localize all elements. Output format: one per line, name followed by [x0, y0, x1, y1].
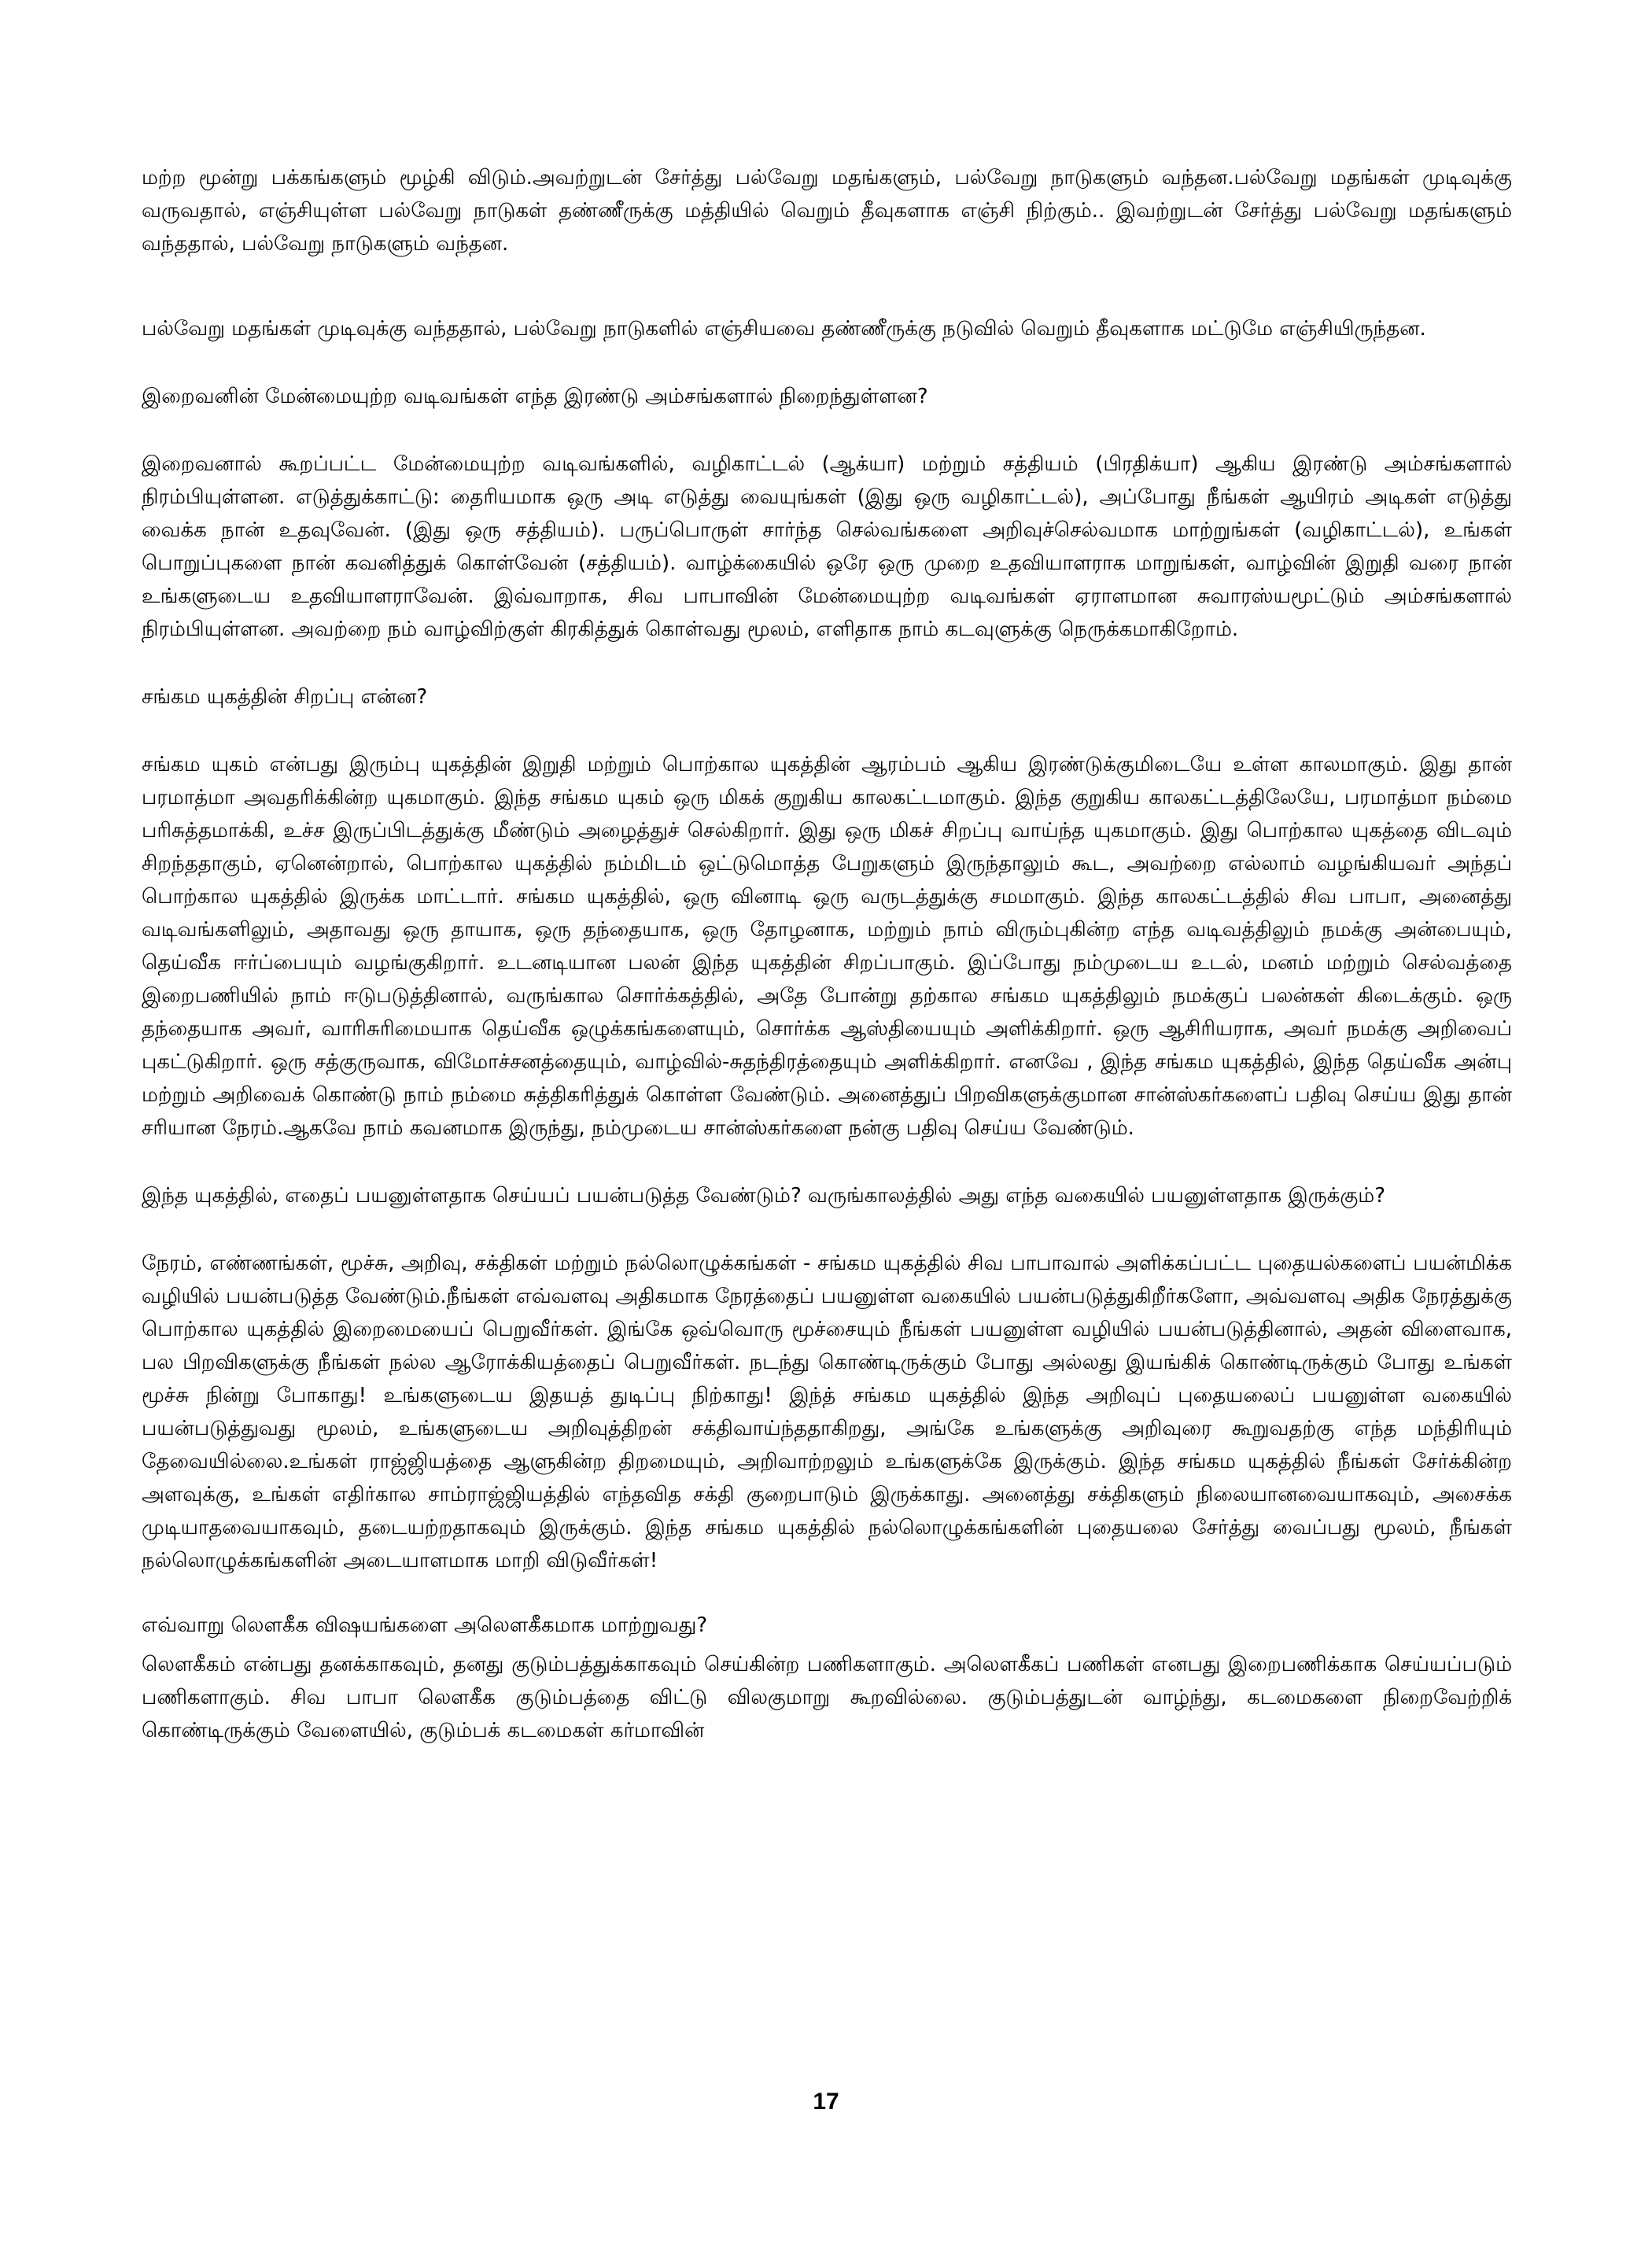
spacer — [142, 1642, 1512, 1648]
spacer — [142, 714, 1512, 748]
question-heading: சங்கம யுகத்தின் சிறப்பு என்ன? — [142, 685, 428, 709]
answer-paragraph: நேரம், எண்ணங்கள், மூச்சு, அறிவு, சக்திகள் மற்றும் நல்லொழுக்கங்கள் - சங்கம யுகத்தில் சிவ பாபாவால் அளிக்கப்பட்ட புதையல்களைப் பயன்மிக்க வழியில் பயன்படுத்த வேண்டும்.நீங்கள் எவ்வளவு அதிகமாக நேரத்தைப் பயனுள்ள வகையில் பயன்படுத்துகிறீர்களோ, அவ்வளவு அதிக நேரத்துக்கு பொற்கால யுகத்தில் இறைமையைப் பெறுவீர்கள். இங்கே ஒவ்வொரு மூச்சையும் நீங்கள் பயனுள்ள வழியில் பயன்படுத்தினால், அதன் விளைவாக, பல பிறவிகளுக்கு நீங்கள் நல்ல ஆரோக்கியத்தைப் பெறுவீர்கள். நடந்து கொண்டிருக்கும் போது அல்லது இயங்கிக் கொண்டிருக்கும் போது உங்கள் மூச்சு நின்று போகாது! உங்களுடைய இதயத் துடிப்பு நிற்காது! இந்த் சங்கம யுகத்தில் இந்த அறிவுப் புதையலைப் பயனுள்ள வகையில் பயன்படுத்துவது மூலம், உங்களுடைய அறிவுத்திறன் சக்திவாய்ந்ததாகிறது, அங்கே உங்களுக்கு அறிவுரை கூறுவதற்கு எந்த மந்திரியும் தேவையில்லை.உங்கள் ராஜ்ஜியத்தை ஆளுகின்ற திறமையும், அறிவாற்றலும் உங்களுக்கே இருக்கும். இந்த சங்கம யுகத்தில் நீங்கள் சேர்க்கின்ற அளவுக்கு, உங்கள் எதிர்கால சாம்ராஜ்ஜியத்தில் எந்தவித சக்தி குறைபாடும் இருக்காது. அனைத்து சக்திகளும் நிலையானவையாகவும், அசைக்க முடியாதவையாகவும், தடையற்றதாகவும் இருக்கும். இந்த சங்கம யுகத்தில் நல்லொழுக்கங்களின் புதையலை சேர்த்து வைப்பது மூலம், நீங்கள் நல்லொழுக்கங்களின் அடையாளமாக மாறி விடுவீர்கள்! — [142, 1252, 1512, 1573]
spacer — [142, 1577, 1512, 1609]
question-heading: எவ்வாறு லௌகீக விஷயங்களை அலௌகீகமாக மாற்றுவது? — [142, 1613, 708, 1637]
page-number: 17 — [813, 2089, 839, 2115]
question-heading: இந்த யுகத்தில், எதைப் பயனுள்ளதாக செய்யப் பயன்படுத்த வேண்டும்? வருங்காலத்தில் அது எந்த வகையில் பயனுள்ளதாக இருக்கும்? — [142, 1184, 1386, 1208]
spacer — [142, 260, 1512, 312]
spacer — [142, 646, 1512, 680]
spacer — [142, 413, 1512, 448]
question-heading: இறைவனின் மேன்மையுற்ற வடிவங்கள் எந்த இரண்டு அம்சங்களால் நிறைந்துள்ளன? — [142, 385, 928, 408]
spacer — [142, 1212, 1512, 1247]
document-body — [142, 161, 1512, 1747]
paragraph-islands: மற்ற மூன்று பக்கங்களும் மூழ்கி விடும்.அவற்றுடன் சேர்த்து பல்வேறு மதங்களும், பல்வேறு நாடுகளும் வந்தன.பல்வேறு மதங்கள் முடிவுக்கு வருவதால், எஞ்சியுள்ள பல்வேறு நாடுகள் தண்ணீருக்கு மத்தியில் வெறும் தீவுகளாக எஞ்சி நிற்கும்.. இவற்றுடன் சேர்த்து பல்வேறு மதங்களும் வந்ததால், பல்வேறு நாடுகளும் வந்தன. — [142, 166, 1512, 256]
spacer — [142, 1145, 1512, 1179]
answer-paragraph: இறைவனால் கூறப்பட்ட மேன்மையுற்ற வடிவங்களில், வழிகாட்டல் (ஆக்யா) மற்றும் சத்தியம் (பிரதிக்யா) ஆகிய இரண்டு அம்சங்களால் நிரம்பியுள்ளன. எடுத்துக்காட்டு: தைரியமாக ஒரு அடி எடுத்து வையுங்கள் (இது ஒரு வழிகாட்டல்), அப்போது நீங்கள் ஆயிரம் அடிகள் எடுத்து வைக்க நான் உதவுவேன். (இது ஒரு சத்தியம்). பருப்பொருள் சார்ந்த செல்வங்களை அறிவுச்செல்வமாக மாற்றுங்கள் (வழிகாட்டல்), உங்கள் பொறுப்புகளை நான் கவனித்துக் கொள்வேன் (சத்தியம்). வாழ்க்கையில் ஒரே ஒரு முறை உதவியாளராக மாறுங்கள், வாழ்வின் இறுதி வரை நான் உங்களுடைய உதவியாளராவேன். இவ்வாறாக, சிவ பாபாவின் மேன்மையுற்ற வடிவங்கள் ஏராளமான சுவாரஸ்யமூட்டும் அம்சங்களால் நிரம்பியுள்ளன. அவற்றை நம் வாழ்விற்குள் கிரகித்துக் கொள்வது மூலம், எளிதாக நாம் கடவுளுக்கு நெருக்கமாகிறோம். — [142, 452, 1512, 641]
answer-paragraph: லௌகீகம் என்பது தனக்காகவும், தனது குடும்பத்துக்காகவும் செய்கின்ற பணிகளாகும். அலௌகீகப் பணிகள் எனபது இறைபணிக்காக செய்யப்படும் பணிகளாகும். சிவ பாபா லௌகீக குடும்பத்தை விட்டு விலகுமாறு கூறவில்லை. குடும்பத்துடன் வாழ்ந்து, கடமைகளை நிறைவேற்றிக் கொண்டிருக்கும் வேளையில், குடும்பக் கடமைகள் கர்மாவின் — [142, 1653, 1512, 1742]
answer-paragraph: சங்கம யுகம் என்பது இரும்பு யுகத்தின் இறுதி மற்றும் பொற்கால யுகத்தின் ஆரம்பம் ஆகிய இரண்டுக்குமிடையே உள்ள காலமாகும். இது தான் பரமாத்மா அவதரிக்கின்ற யுகமாகும். இந்த சங்கம யுகம் ஒரு மிகக் குறுகிய காலகட்டமாகும். இந்த குறுகிய காலகட்டத்திலேயே, பரமாத்மா நம்மை பரிசுத்தமாக்கி, உச்ச இருப்பிடத்துக்கு மீண்டும் அழைத்துச் செல்கிறார். இது ஒரு மிகச் சிறப்பு வாய்ந்த யுகமாகும். இது பொற்கால யுகத்தை விடவும் சிறந்ததாகும், ஏனென்றால், பொற்கால யுகத்தில் நம்மிடம் ஒட்டுமொத்த பேறுகளும் இருந்தாலும் கூட, அவற்றை எல்லாம் வழங்கியவர் அந்தப் பொற்கால யுகத்தில் இருக்க மாட்டார். சங்கம யுகத்தில், ஒரு வினாடி ஒரு வருடத்துக்கு சமமாகும். இந்த காலகட்டத்தில் சிவ பாபா, அனைத்து வடிவங்களிலும், அதாவது ஒரு தாயாக, ஒரு தந்தையாக, ஒரு தோழனாக, மற்றும் நாம் விரும்புகின்ற எந்த வடிவத்திலும் நமக்கு அன்பையும், தெய்வீக ஈர்ப்பையும் வழங்குகிறார். உடனடியான பலன் இந்த யுகத்தின் சிறப்பாகும். இப்போது நம்முடைய உடல், மனம் மற்றும் செல்வத்தை இறைபணியில் நாம் ஈடுபடுத்தினால், வருங்கால சொர்க்கத்தில், அதே போன்று தற்கால சங்கம யுகத்திலும் நமக்குப் பலன்கள் கிடைக்கும். ஒரு தந்தையாக அவர், வாரிசுரிமையாக தெய்வீக ஒழுக்கங்களையும், சொர்க்க ஆஸ்தியையும் அளிக்கிறார். ஒரு ஆசிரியராக, அவர் நமக்கு அறிவைப் புகட்டுகிறார். ஒரு சத்குருவாக, விமோச்சனத்தையும், வாழ்வில்-சுதந்திரத்தையும் அளிக்கிறார். எனவே , இந்த சங்கம யுகத்தில், இந்த தெய்வீக அன்பு மற்றும் அறிவைக் கொண்டு நாம் நம்மை சுத்திகரித்துக் கொள்ள வேண்டும். அனைத்துப் பிறவிகளுக்குமான சான்ஸ்கர்களைப் பதிவு செய்ய இது தான் சரியான நேரம்.ஆகவே நாம் கவனமாக இருந்து, நம்முடைய சான்ஸ்கர்களை நன்கு பதிவு செய்ய வேண்டும். — [142, 753, 1513, 1140]
spacer — [142, 345, 1512, 380]
paragraph-islands-summary: பல்வேறு மதங்கள் முடிவுக்கு வந்ததால், பல்வேறு நாடுகளில் எஞ்சியவை தண்ணீருக்கு நடுவில் வெறும் தீவுகளாக மட்டுமே எஞ்சியிருந்தன. — [142, 317, 1426, 341]
